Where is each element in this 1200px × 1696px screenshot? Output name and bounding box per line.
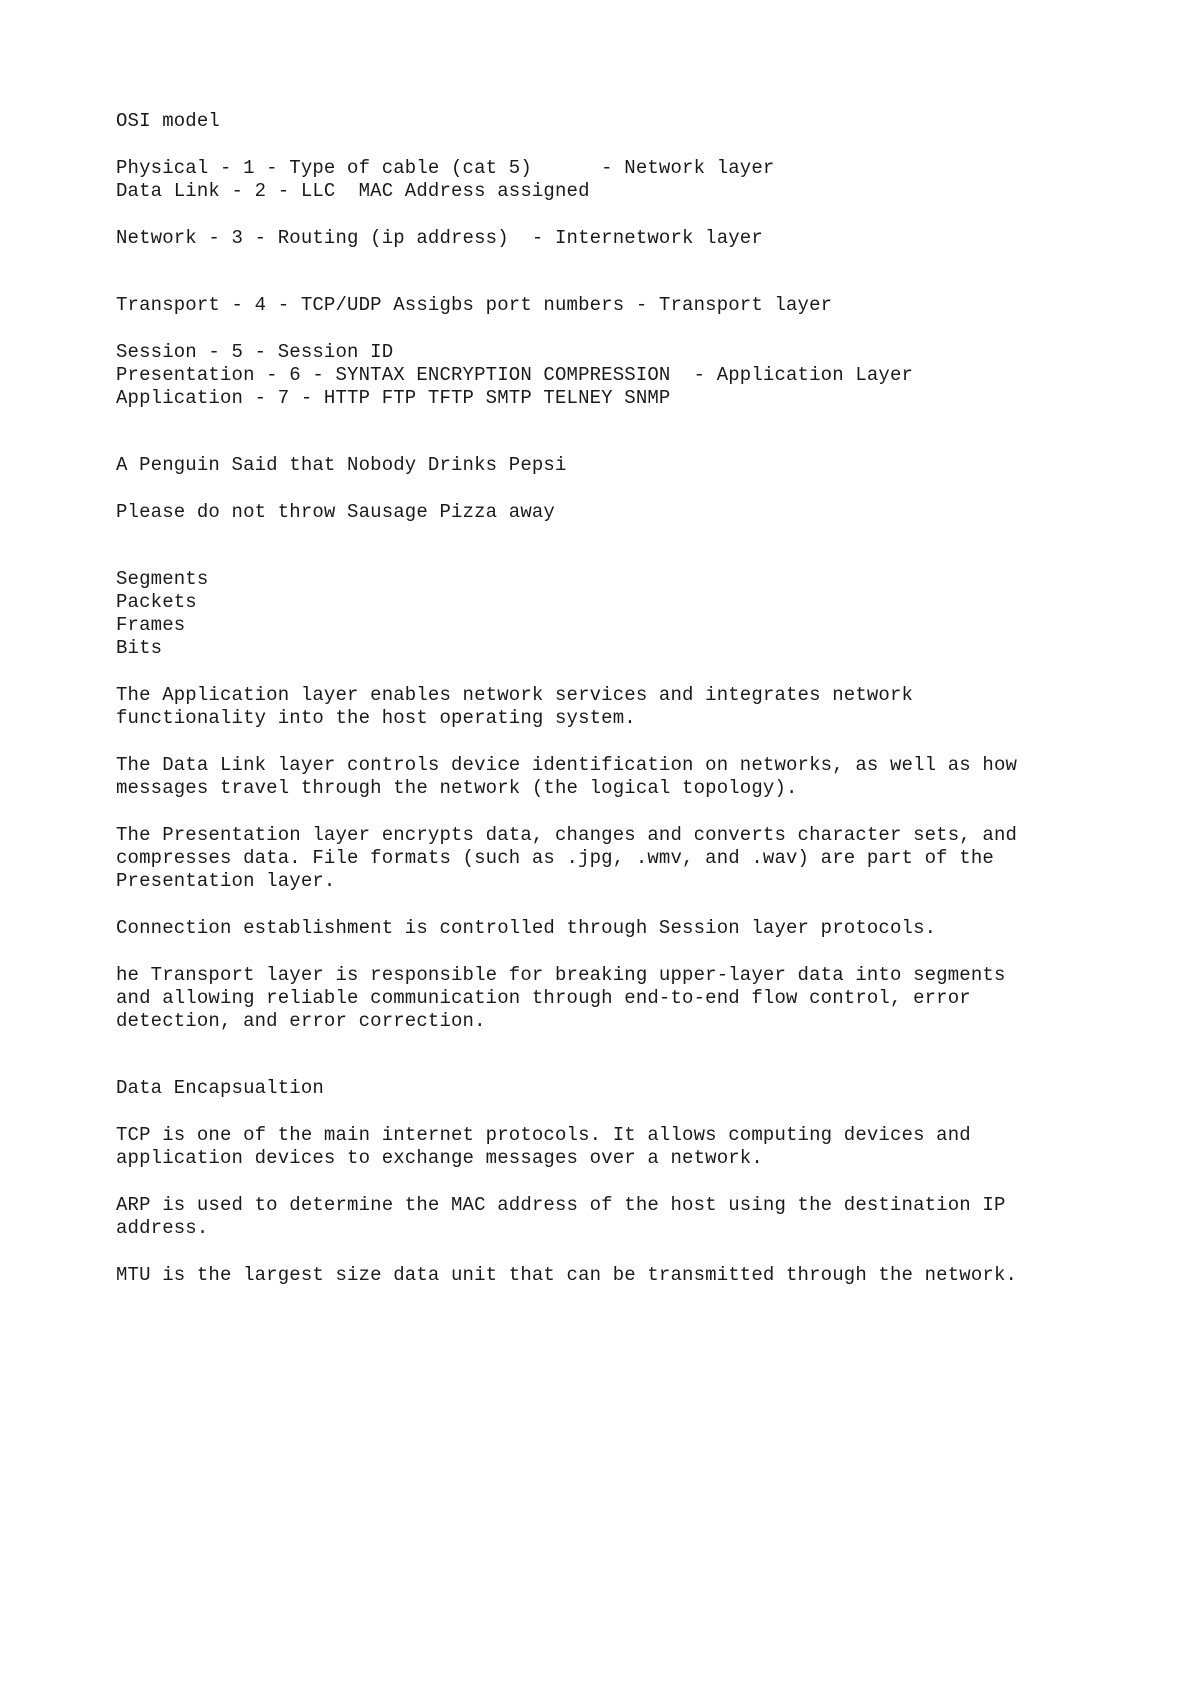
pdu-packets: Packets [116,591,197,613]
osi-layer-network: Network - 3 - Routing (ip address) - Internetwork layer [116,227,763,249]
para-data-link-line-2: messages travel through the network (the logical topology). [116,777,798,799]
para-tcp-line-2: application devices to exchange messages over a network. [116,1147,763,1169]
osi-layer-physical: Physical - 1 - Type of cable (cat 5) - Network layer [116,157,775,179]
osi-layer-transport: Transport - 4 - TCP/UDP Assigbs port numbers - Transport layer [116,294,833,316]
para-presentation-line-1: The Presentation layer encrypts data, changes and converts character sets, and [116,824,1018,846]
osi-layer-data-link: Data Link - 2 - LLC MAC Address assigned [116,180,590,202]
section-title-data-encapsulation: Data Encapsualtion [116,1077,324,1099]
para-mtu-line-1: MTU is the largest size data unit that can be transmitted through the network. [116,1264,1018,1286]
para-session-line-1: Connection establishment is controlled through Session layer protocols. [116,917,937,939]
osi-layer-presentation: Presentation - 6 - SYNTAX ENCRYPTION COMPRESSION - Application Layer [116,364,914,386]
para-arp-line-2: address. [116,1217,209,1239]
para-tcp-line-1: TCP is one of the main internet protocols. It allows computing devices and [116,1124,971,1146]
para-application-line-1: The Application layer enables network services and integrates network [116,684,914,706]
para-application-line-2: functionality into the host operating system. [116,707,636,729]
pdu-bits: Bits [116,637,163,659]
para-arp-line-1: ARP is used to determine the MAC address of the host using the destination IP [116,1194,1006,1216]
para-transport-line-1: he Transport layer is responsible for breaking upper-layer data into segments [116,964,1006,986]
para-transport-line-3: detection, and error correction. [116,1010,486,1032]
pdu-segments: Segments [116,568,209,590]
para-presentation-line-3: Presentation layer. [116,870,336,892]
document-body [116,110,1090,1287]
pdu-frames: Frames [116,614,186,636]
osi-layer-application: Application - 7 - HTTP FTP TFTP SMTP TELNEY SNMP [116,387,671,409]
osi-layer-session: Session - 5 - Session ID [116,341,394,363]
para-data-link-line-1: The Data Link layer controls device identification on networks, as well as how [116,754,1018,776]
mnemonic-bottom-up: A Penguin Said that Nobody Drinks Pepsi [116,454,567,476]
mnemonic-top-down: Please do not throw Sausage Pizza away [116,501,555,523]
para-presentation-line-2: compresses data. File formats (such as .jpg, .wmv, and .wav) are part of the [116,847,994,869]
para-transport-line-2: and allowing reliable communication through end-to-end flow control, error [116,987,971,1009]
document-title: OSI model [116,110,220,132]
